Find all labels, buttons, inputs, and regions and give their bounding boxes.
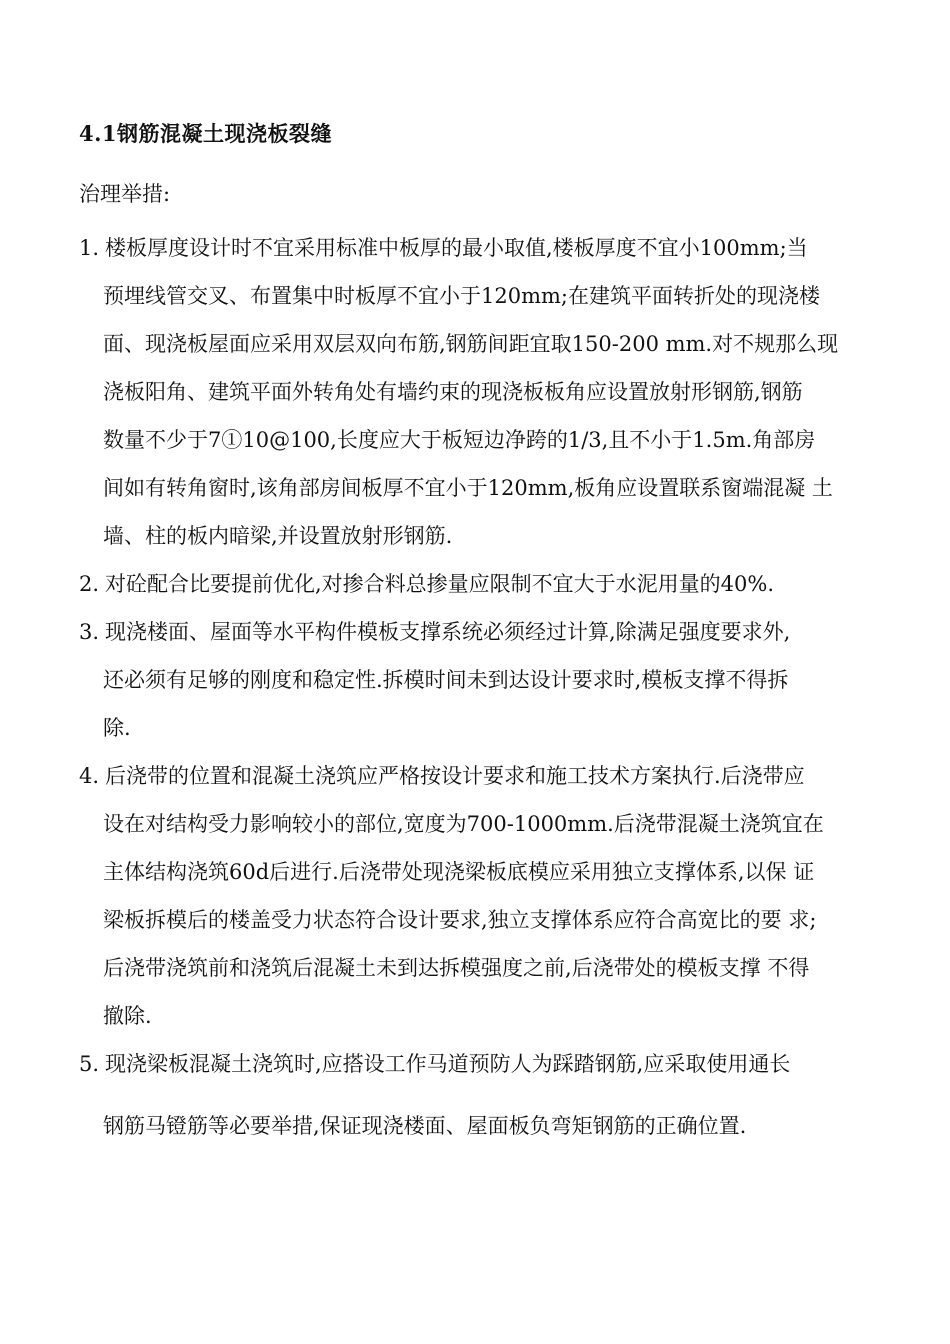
paragraph-line: 设在对结构受力影响较小的部位,宽度为700-1000mm.后浇带混凝土浇筑宜在 — [103, 812, 824, 836]
paragraph-line: 后浇带浇筑前和浇筑后混凝土未到达拆模强度之前,后浇带处的模板支撑 不得 — [103, 956, 810, 980]
paragraph-line: 现浇楼面、屋面等水平构件模板支撑系统必须经过计算,除满足强度要求外, — [105, 620, 791, 644]
paragraph-line: 梁板拆模后的楼盖受力状态符合设计要求,独立支撑体系应符合高宽比的要 求; — [103, 908, 817, 932]
paragraph-line: 现浇梁板混凝土浇筑时,应搭设工作马道预防人为踩踏钢筋,应采取使用通长 — [105, 1052, 791, 1076]
paragraph-line: 面、现浇板屋面应采用双层双向布筋,钢筋间距宜取150-200 mm.对不规那么现 — [103, 332, 839, 356]
list-item — [79, 224, 879, 560]
list-item — [79, 752, 879, 1040]
paragraph-line: 钢筋马镫筋等必要举措,保证现浇楼面、屋面板负弯矩钢筋的正确位置. — [103, 1114, 747, 1138]
paragraph-line: 主体结构浇筑60d后进行.后浇带处现浇梁板底模应采用独立支撑体系,以保 证 — [103, 860, 815, 884]
item-number: 2. — [79, 572, 100, 596]
paragraph-line: 数量不少于7①10@100,长度应大于板短边净跨的1/3,且不小于1.5m.角部房 — [103, 428, 816, 452]
list-item — [79, 608, 879, 752]
list-item — [79, 560, 879, 608]
measures-list — [79, 224, 879, 1150]
item-number: 4. — [79, 764, 100, 788]
paragraph-line: 还必须有足够的刚度和稳定性.拆模时间未到达设计要求时,模板支撑不得拆 — [103, 668, 789, 692]
paragraph-line: 除. — [103, 716, 131, 740]
item-number: 3. — [79, 620, 100, 644]
item-number: 5. — [79, 1052, 100, 1076]
paragraph-line: 撤除. — [103, 1004, 152, 1028]
paragraph-line: 后浇带的位置和混凝土浇筑应严格按设计要求和施工技术方案执行.后浇带应 — [105, 764, 805, 788]
paragraph-line: 对砼配合比要提前优化,对掺合料总掺量应限制不宜大于水泥用量的40%. — [105, 572, 775, 596]
list-item — [79, 1040, 879, 1150]
paragraph-line: 预埋线管交叉、布置集中时板厚不宜小于120mm;在建筑平面转折处的现浇楼 — [103, 284, 820, 308]
section-heading: 4.1钢筋混凝土现浇板裂缝 — [79, 121, 333, 146]
item-number: 1. — [79, 236, 100, 260]
intro-label: 治理举措: — [79, 182, 171, 206]
paragraph-line: 墙、柱的板内暗梁,并设置放射形钢筋. — [103, 524, 453, 548]
paragraph-line: 浇板阳角、建筑平面外转角处有墙约束的现浇板板角应设置放射形钢筋,钢筋 — [103, 380, 803, 404]
paragraph-line: 楼板厚度设计时不宜采用标准中板厚的最小取值,楼板厚度不宜小100mm;当 — [105, 236, 808, 260]
paragraph-line: 间如有转角窗时,该角部房间板厚不宜小于120mm,板角应设置联系窗端混凝 土 — [103, 476, 833, 500]
